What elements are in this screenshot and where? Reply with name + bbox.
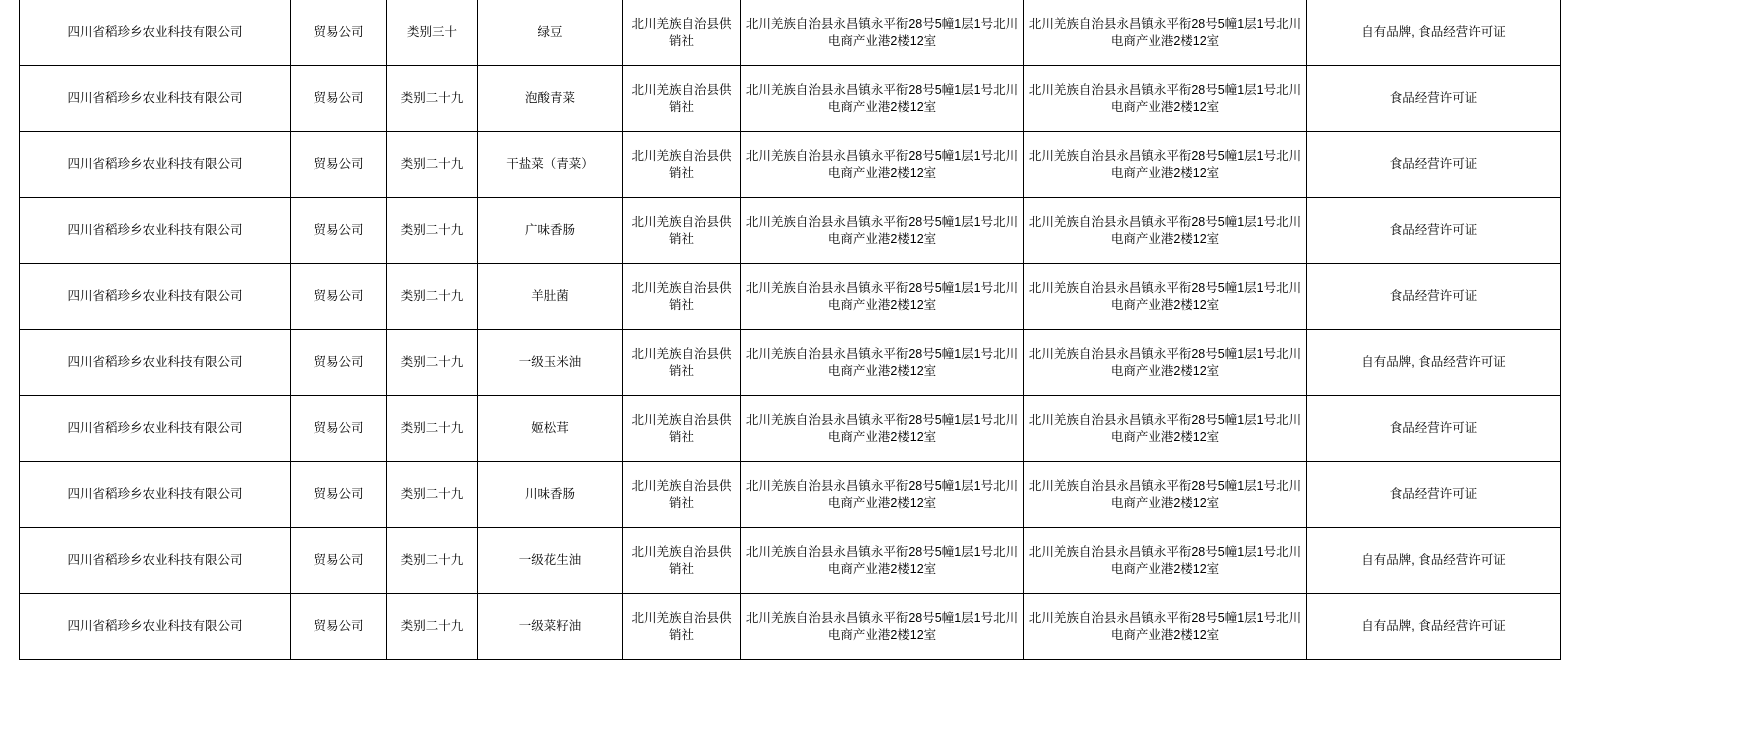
cell-category: 类别二十九	[387, 330, 478, 396]
cell-production-address: 北川羌族自治县永昌镇永平衔28号5幢1层1号北川电商产业港2楼12室	[741, 528, 1024, 594]
cell-unit: 北川羌族自治县供销社	[623, 264, 741, 330]
cell-company-type: 贸易公司	[291, 66, 387, 132]
cell-company-type: 贸易公司	[291, 264, 387, 330]
cell-product: 广味香肠	[478, 198, 623, 264]
table-row	[20, 132, 1561, 198]
cell-company-type: 贸易公司	[291, 462, 387, 528]
cell-business-address: 北川羌族自治县永昌镇永平衔28号5幢1层1号北川电商产业港2楼12室	[1024, 0, 1307, 66]
cell-business-address: 北川羌族自治县永昌镇永平衔28号5幢1层1号北川电商产业港2楼12室	[1024, 594, 1307, 660]
cell-product: 一级菜籽油	[478, 594, 623, 660]
cell-business-address: 北川羌族自治县永昌镇永平衔28号5幢1层1号北川电商产业港2楼12室	[1024, 528, 1307, 594]
cell-production-address: 北川羌族自治县永昌镇永平衔28号5幢1层1号北川电商产业港2楼12室	[741, 330, 1024, 396]
table-row	[20, 264, 1561, 330]
table-row	[20, 198, 1561, 264]
cell-product: 干盐菜（青菜）	[478, 132, 623, 198]
table-row	[20, 66, 1561, 132]
cell-production-address: 北川羌族自治县永昌镇永平衔28号5幢1层1号北川电商产业港2楼12室	[741, 198, 1024, 264]
cell-product: 羊肚菌	[478, 264, 623, 330]
cell-product: 一级花生油	[478, 528, 623, 594]
cell-company: 四川省稻珍乡农业科技有限公司	[20, 264, 291, 330]
cell-business-address: 北川羌族自治县永昌镇永平衔28号5幢1层1号北川电商产业港2楼12室	[1024, 198, 1307, 264]
table-row	[20, 396, 1561, 462]
cell-company: 四川省稻珍乡农业科技有限公司	[20, 396, 291, 462]
cell-production-address: 北川羌族自治县永昌镇永平衔28号5幢1层1号北川电商产业港2楼12室	[741, 396, 1024, 462]
cell-category: 类别二十九	[387, 264, 478, 330]
cell-company: 四川省稻珍乡农业科技有限公司	[20, 594, 291, 660]
cell-company-type: 贸易公司	[291, 528, 387, 594]
table-row	[20, 462, 1561, 528]
cell-category: 类别三十	[387, 0, 478, 66]
cell-qualification: 自有品牌, 食品经营许可证	[1307, 528, 1561, 594]
table-row	[20, 330, 1561, 396]
table-row	[20, 594, 1561, 660]
cell-production-address: 北川羌族自治县永昌镇永平衔28号5幢1层1号北川电商产业港2楼12室	[741, 462, 1024, 528]
cell-business-address: 北川羌族自治县永昌镇永平衔28号5幢1层1号北川电商产业港2楼12室	[1024, 66, 1307, 132]
cell-unit: 北川羌族自治县供销社	[623, 132, 741, 198]
product-registry-table	[19, 0, 1561, 660]
table-body	[20, 0, 1561, 660]
cell-company: 四川省稻珍乡农业科技有限公司	[20, 66, 291, 132]
cell-production-address: 北川羌族自治县永昌镇永平衔28号5幢1层1号北川电商产业港2楼12室	[741, 0, 1024, 66]
cell-qualification: 食品经营许可证	[1307, 132, 1561, 198]
cell-company-type: 贸易公司	[291, 594, 387, 660]
cell-product: 姬松茸	[478, 396, 623, 462]
cell-business-address: 北川羌族自治县永昌镇永平衔28号5幢1层1号北川电商产业港2楼12室	[1024, 330, 1307, 396]
cell-company: 四川省稻珍乡农业科技有限公司	[20, 330, 291, 396]
cell-company-type: 贸易公司	[291, 330, 387, 396]
cell-qualification: 自有品牌, 食品经营许可证	[1307, 330, 1561, 396]
cell-qualification: 食品经营许可证	[1307, 66, 1561, 132]
cell-production-address: 北川羌族自治县永昌镇永平衔28号5幢1层1号北川电商产业港2楼12室	[741, 66, 1024, 132]
cell-unit: 北川羌族自治县供销社	[623, 396, 741, 462]
cell-business-address: 北川羌族自治县永昌镇永平衔28号5幢1层1号北川电商产业港2楼12室	[1024, 396, 1307, 462]
cell-product: 绿豆	[478, 0, 623, 66]
table-wrapper	[19, 0, 1561, 660]
cell-qualification: 自有品牌, 食品经营许可证	[1307, 594, 1561, 660]
cell-production-address: 北川羌族自治县永昌镇永平衔28号5幢1层1号北川电商产业港2楼12室	[741, 132, 1024, 198]
cell-unit: 北川羌族自治县供销社	[623, 198, 741, 264]
cell-company-type: 贸易公司	[291, 396, 387, 462]
cell-unit: 北川羌族自治县供销社	[623, 0, 741, 66]
cell-company-type: 贸易公司	[291, 198, 387, 264]
table-row	[20, 0, 1561, 66]
cell-qualification: 食品经营许可证	[1307, 198, 1561, 264]
cell-category: 类别二十九	[387, 462, 478, 528]
table-row	[20, 528, 1561, 594]
cell-company: 四川省稻珍乡农业科技有限公司	[20, 528, 291, 594]
cell-production-address: 北川羌族自治县永昌镇永平衔28号5幢1层1号北川电商产业港2楼12室	[741, 594, 1024, 660]
cell-unit: 北川羌族自治县供销社	[623, 528, 741, 594]
cell-unit: 北川羌族自治县供销社	[623, 594, 741, 660]
cell-company: 四川省稻珍乡农业科技有限公司	[20, 132, 291, 198]
cell-category: 类别二十九	[387, 198, 478, 264]
cell-company: 四川省稻珍乡农业科技有限公司	[20, 198, 291, 264]
cell-qualification: 食品经营许可证	[1307, 396, 1561, 462]
cell-business-address: 北川羌族自治县永昌镇永平衔28号5幢1层1号北川电商产业港2楼12室	[1024, 132, 1307, 198]
cell-product: 泡酸青菜	[478, 66, 623, 132]
cell-business-address: 北川羌族自治县永昌镇永平衔28号5幢1层1号北川电商产业港2楼12室	[1024, 264, 1307, 330]
cell-business-address: 北川羌族自治县永昌镇永平衔28号5幢1层1号北川电商产业港2楼12室	[1024, 462, 1307, 528]
cell-unit: 北川羌族自治县供销社	[623, 66, 741, 132]
cell-production-address: 北川羌族自治县永昌镇永平衔28号5幢1层1号北川电商产业港2楼12室	[741, 264, 1024, 330]
cell-product: 川味香肠	[478, 462, 623, 528]
cell-category: 类别二十九	[387, 396, 478, 462]
cell-qualification: 食品经营许可证	[1307, 264, 1561, 330]
cell-qualification: 食品经营许可证	[1307, 462, 1561, 528]
cell-unit: 北川羌族自治县供销社	[623, 462, 741, 528]
cell-category: 类别二十九	[387, 66, 478, 132]
cell-company-type: 贸易公司	[291, 0, 387, 66]
cell-category: 类别二十九	[387, 528, 478, 594]
cell-company-type: 贸易公司	[291, 132, 387, 198]
cell-qualification: 自有品牌, 食品经营许可证	[1307, 0, 1561, 66]
cell-company: 四川省稻珍乡农业科技有限公司	[20, 462, 291, 528]
cell-product: 一级玉米油	[478, 330, 623, 396]
cell-category: 类别二十九	[387, 132, 478, 198]
cell-unit: 北川羌族自治县供销社	[623, 330, 741, 396]
cell-company: 四川省稻珍乡农业科技有限公司	[20, 0, 291, 66]
cell-category: 类别二十九	[387, 594, 478, 660]
